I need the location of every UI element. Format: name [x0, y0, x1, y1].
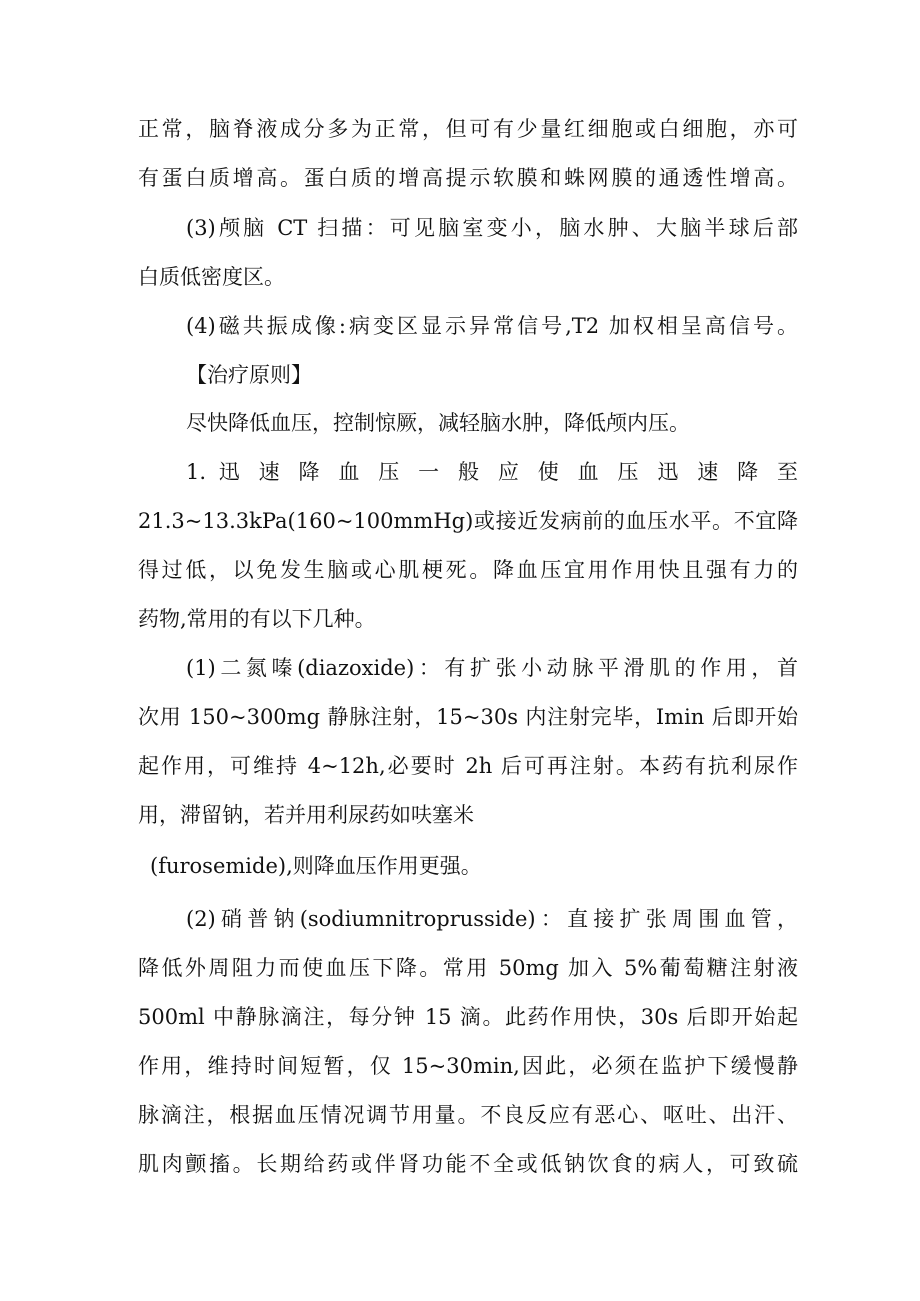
text-line-12: (1)二氮嗪(diazoxide)：有扩张小动脉平滑肌的作用，首 — [186, 656, 798, 680]
text-line-4: 白质低密度区。 — [138, 265, 285, 289]
text-line-14: 起作用，可维持 4~12h,必要时 2h 后可再注射。本药有抗利尿作 — [138, 754, 798, 778]
text-line-3: (3)颅脑 CT 扫描：可见脑室变小，脑水肿、大脑半球后部 — [186, 216, 798, 240]
text-line-11: 药物,常用的有以下几种。 — [138, 607, 376, 631]
text-line-15: 用，滞留钠，若并用利尿药如呋塞米 — [138, 803, 474, 827]
text-line-5: (4)磁共振成像:病变区显示异常信号,T2 加权相呈高信号。 — [186, 314, 798, 338]
section-heading-treatment: 【治疗原则】 — [186, 363, 312, 387]
text-line-22: 肌肉颤搐。长期给药或伴肾功能不全或低钠饮食的病人，可致硫 — [138, 1152, 798, 1176]
text-line-8: 1. 迅 速 降 血 压 一 般 应 使 血 压 迅 速 降 至 — [186, 460, 798, 484]
text-line-18: 降低外周阻力而使血压下降。常用 50mg 加入 5%葡萄糖注射液 — [138, 956, 798, 980]
text-line-17: (2)硝普钠(sodiumnitroprusside)：直接扩张周围血管， — [186, 907, 798, 931]
text-line-16: (furosemide),则降血压作用更强。 — [150, 854, 482, 878]
text-line-10: 得过低，以免发生脑或心肌梗死。降血压宜用作用快且强有力的 — [138, 558, 798, 582]
text-line-9: 21.3~13.3kPa(160~100mmHg)或接近发病前的血压水平。不宜降 — [138, 509, 798, 533]
text-line-13: 次用 150~300mg 静脉注射，15~30s 内注射完毕，Imin 后即开始 — [138, 705, 798, 729]
text-line-20: 作用，维持时间短暂，仅 15~30min,因此，必须在监护下缓慢静 — [138, 1054, 798, 1078]
text-line-21: 脉滴注，根据血压情况调节用量。不良反应有恶心、呕吐、出汗、 — [138, 1103, 798, 1127]
text-line-7: 尽快降低血压，控制惊厥，减轻脑水肿，降低颅内压。 — [186, 411, 690, 435]
text-line-19: 500ml 中静脉滴注，每分钟 15 滴。此药作用快，30s 后即开始起 — [138, 1005, 798, 1029]
text-line-2: 有蛋白质增高。蛋白质的增高提示软膜和蛛网膜的通透性增高。 — [138, 166, 798, 190]
text-line-1: 正常，脑脊液成分多为正常，但可有少量红细胞或白细胞，亦可 — [138, 117, 798, 141]
